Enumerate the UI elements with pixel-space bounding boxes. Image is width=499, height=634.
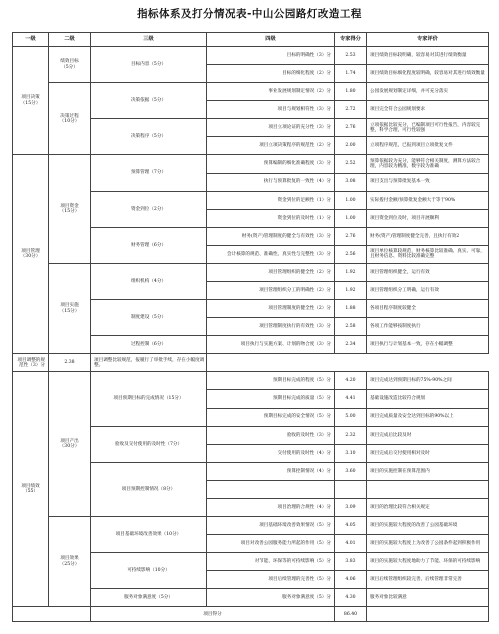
comment-cell: 项目资金到位及时，项目开展顺利 [367,209,489,227]
header-level1: 一级 [13,33,49,47]
comment-cell: 项目完成后交付使用相对及时 [367,444,489,462]
level1-cell: 项目决策 （15分） [13,47,49,155]
level2-cell: 项目效果 （25分） [49,517,91,607]
level4-cell: 目标的细化程度（2）分 [207,65,335,83]
level2-cell: 项目产出 （30分） [49,372,91,517]
level4-cell: 项目管理组织的健全性（2）分 [207,263,335,281]
level3-cell: 决策程序（5分） [91,119,207,155]
level4-cell: 对节能、环保等的可持续影响（5）分 [207,553,335,571]
summary-score: 86.40 [335,607,367,622]
level2-cell: 绩效目标 （5分） [49,47,91,83]
comment-cell: 项目管理组织健全，运行有效 [367,263,489,281]
comment-cell: 项目的实施控制在预算范围内 [367,462,489,480]
comment-cell [367,480,489,498]
score-cell: 1.88 [335,300,367,318]
score-cell: 1.00 [335,209,367,227]
score-cell: 2.56 [335,245,367,263]
score-cell: 5.00 [335,408,367,426]
level4-cell [207,480,335,498]
score-cell: 2.38 [49,354,91,372]
level4-cell: 交付使用的及时性（4）分 [207,444,335,462]
level4-cell: 财务(资产)管理制度的健全与有效性（3）分 [207,227,335,245]
page-title: 指标体系及打分情况表-中山公园路灯改造工程 [137,8,362,20]
comment-cell: 各项工作能够按制度执行 [367,318,489,336]
level4-cell: 会计核算的规范、准确性、真实性与完整性（3）分 [207,245,335,263]
comment-cell: 预算依据较为充分，能够符合相关制度，测算方法较合理，内容较为精准，数字较为准确 [367,155,489,173]
table-row [13,47,489,65]
level4-cell: 项目执行与实施方案、计划的吻合度（3）分 [207,336,335,354]
score-cell: 2.76 [335,119,367,137]
level4-cell: 资金到位的及时性（1）分 [207,209,335,227]
header-comment: 专家评价 [367,33,489,47]
table-row [13,155,489,173]
level4-cell: 目标的明确性（3）分 [207,47,335,65]
level3-cell: 决策依据（5分） [91,83,207,119]
level3-cell: 财务管理（6分） [91,227,207,263]
table-row [13,83,489,101]
level4-cell: 预期目标完成的质量（5）分 [207,390,335,408]
score-cell: 4.41 [335,390,367,408]
comment-cell: 基础设施改造比较符合规划 [367,390,489,408]
comment-cell: 项目完成质量及安全达到目标的90%以上 [367,408,489,426]
comment-cell: 项目的实施较大程度的改善了公园基础环境 [367,517,489,535]
header-row [13,33,489,47]
level3-cell: 资金到位（2分） [91,191,207,227]
comment-cell: 项目绩效目标细化程度较明确，较容易对其进行绩效衡量 [367,65,489,83]
comment-cell: 项目的实施较大程度上为改善了公园条件起到积极作用 [367,535,489,553]
score-cell: 1.80 [335,83,367,101]
level3-cell: 服务对象满意度（5分） [91,589,207,607]
level1-cell: 项目管理 （30分） [13,155,49,354]
summary-label: 项目得分 [91,607,335,622]
comment-cell: 项目单位核算较规范，财务核算比较准确、真实、可靠，且财务信息、资料比较准确完整 [367,245,489,263]
score-cell: 3.08 [335,173,367,191]
score-cell: 2.32 [335,426,367,444]
header-level4: 四级 [207,33,335,47]
comment-cell: 项目的实施较大程度地助力了节能、环保的可持续影响 [367,553,489,571]
level2-cell: 项目实施 （15分） [49,263,91,353]
comment-cell: 项目调整比较规范，报履行了审批手续，存在小幅度调整。 [91,354,207,372]
score-cell: 3.83 [335,553,367,571]
level3-cell: 验收及交付使用的及时性（7分） [91,426,207,462]
score-cell: 3.10 [335,444,367,462]
level3-cell: 预算管理（7分） [91,155,207,191]
summary-blank-cell [13,607,91,622]
level3-cell: 目标内容（5分） [91,47,207,83]
level3-cell: 可持续影响（10分） [91,553,207,589]
level4-cell: 项目调整的规范性（3）分 [13,354,49,372]
score-cell: 1.74 [335,65,367,83]
level4-cell: 项目与规划相符性（3）分 [207,101,335,119]
comment-cell: 项目绩效目标较明确，较容易对其进行绩效衡量 [367,47,489,65]
level4-cell: 项目管理组织分工的明确性（2）分 [207,282,335,300]
level4-cell: 预期目标完成的程度（5）分 [207,372,335,390]
comment-cell: 项目完全符合公园规划要求 [367,101,489,119]
level4-cell: 项目基础环境改善效果情况（5）分 [207,517,335,535]
score-cell: 2.72 [335,101,367,119]
level3-cell: 过程控制（6分） [91,336,207,354]
score-cell: 4.05 [335,517,367,535]
table-row [13,372,489,390]
comment-cell: 服务对象比较满意 [367,589,489,607]
score-cell: 4.06 [335,571,367,589]
summary-comment-cell [367,607,489,622]
table-row [13,354,489,372]
evaluation-table [12,32,489,622]
header-score: 专家得分 [335,33,367,47]
level4-cell: 服务对象满意度（5）分 [207,589,335,607]
level2-cell: 决策过程 （10分） [49,83,91,155]
table-row [13,517,489,535]
comment-cell: 项目支出与预算批复基本一致 [367,173,489,191]
score-cell: 3.60 [335,462,367,480]
comment-cell: 项目后续管理组织较完善，后续管理非常完善 [367,571,489,589]
level4-cell: 项目立项决策程序的规范性（2）分 [207,137,335,155]
comment-cell: 实际拨付金额/预算批复金额大于等于90% [367,191,489,209]
comment-cell: 财务(资产)管理制度健全完善，且执行有效2 [367,227,489,245]
level1-cell: 项目绩效 （55） [13,372,49,607]
level4-cell: 验收的及时性（3）分 [207,426,335,444]
comment-cell: 公园发展规划制定详细，并可充分落实 [367,83,489,101]
level4-cell: 预期目标完成的安全情况（5）分 [207,408,335,426]
level4-cell: 执行与预算批复的一致性（4）分 [207,173,335,191]
level4-cell: 项目对改善公园服务能力所起的作用（5）分 [207,535,335,553]
level4-cell: 事业发展规划制定情况（2）分 [207,83,335,101]
level3-cell: 项目基础环境改善效果（10分） [91,517,207,553]
score-cell: 2.58 [335,318,367,336]
level4-cell: 预算控制情况（4）分 [207,462,335,480]
comment-cell: 项目管理组织分工明确，运行有效 [367,282,489,300]
level4-cell: 项目管理制度执行的有效性（3）分 [207,318,335,336]
score-cell: 1.92 [335,263,367,281]
comment-cell: 立项程序规范，已报到项目立项批复文件 [367,137,489,155]
comment-cell: 项目执行与计划基本一致，存在小幅调整 [367,336,489,354]
score-cell: 4.30 [335,589,367,607]
score-cell: 4.01 [335,535,367,553]
level4-cell: 资金到位的足额性（1）分 [207,191,335,209]
table-row [13,263,489,281]
level3-cell: 项目预期控制情况（8分） [91,462,207,516]
score-cell: 2.00 [335,137,367,155]
score-cell: 2.53 [335,47,367,65]
score-cell: 3.09 [335,498,367,516]
comment-cell: 项目的治理比较符合相关规定 [367,498,489,516]
level4-cell: 项目治理的合规性（4）分 [207,498,335,516]
level4-cell: 项目管理制度的健全性（2）分 [207,300,335,318]
comment-cell: 立项依据比较充分，已编制项目可行性报告，内容较完整，科学合理，可行性较强 [367,119,489,137]
score-cell: 1.92 [335,282,367,300]
score-cell: 2.76 [335,227,367,245]
level3-cell: 组织机构（4分） [91,263,207,299]
level2-cell: 项目资金 （15分） [49,155,91,263]
score-cell: 1.00 [335,191,367,209]
level3-cell: 制度建设（5分） [91,300,207,336]
comment-cell: 项目完成后比较及时 [367,426,489,444]
level4-cell: 项目后续管理的完善性（5）分 [207,571,335,589]
score-cell: 2.52 [335,155,367,173]
header-level2: 二级 [49,33,91,47]
level4-cell: 项目立项论证的充分性（3）分 [207,119,335,137]
score-cell: 2.34 [335,336,367,354]
score-cell [335,480,367,498]
summary-row [13,607,489,622]
level4-cell: 预算编制的细化准确程度（3）分 [207,155,335,173]
header-level3: 三级 [91,33,207,47]
comment-cell: 项目完成达到预期目标的75%-90%之间 [367,372,489,390]
level3-cell: 项目预期目标的完成情况（15分） [91,372,207,426]
comment-cell: 各项目程序制度较健全 [367,300,489,318]
score-cell: 4.20 [335,372,367,390]
